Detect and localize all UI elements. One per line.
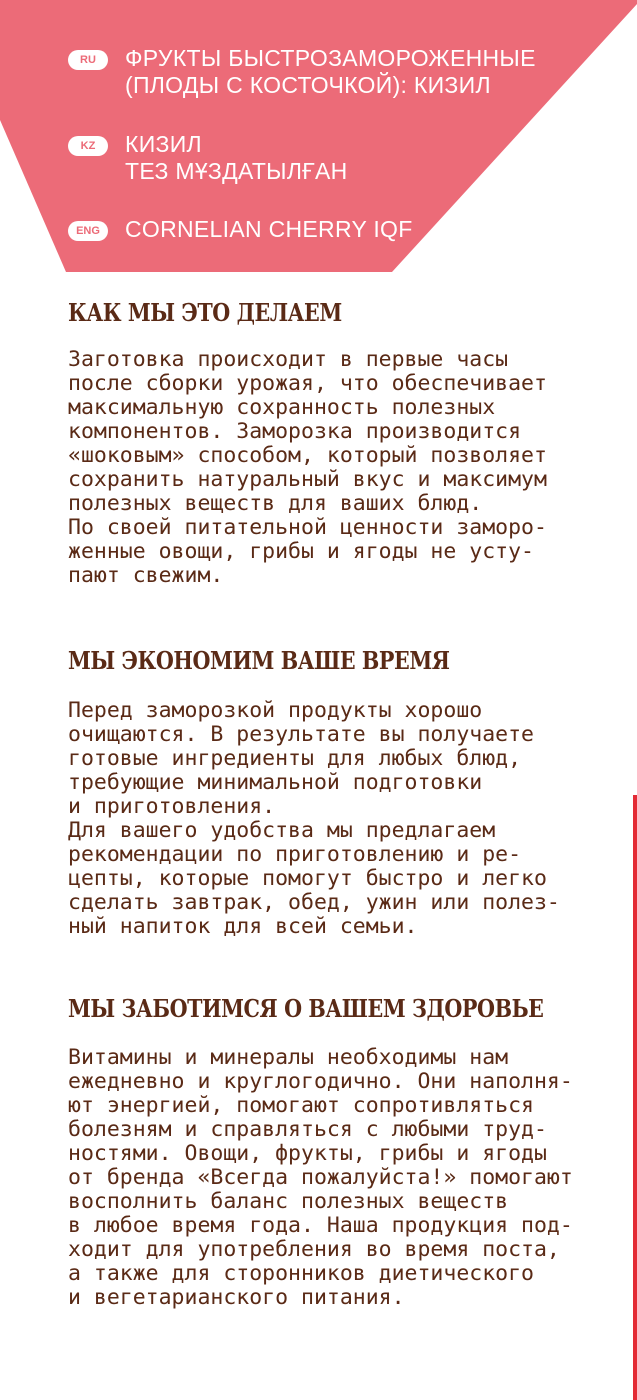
product-name-line: ФРУКТЫ БЫСТРОЗАМОРОЖЕННЫЕ (125, 45, 536, 71)
text-line: ходит для употребления во время поста, (68, 1237, 560, 1262)
text-line: Заготовка происходит в первые часы (68, 347, 509, 372)
text-line: ют энергией, помогают сопротивляться (68, 1093, 534, 1118)
text-line: цепты, которые помогут быстро и легко (68, 866, 547, 891)
text-line: «шоковым» способом, который позволяет (68, 443, 547, 468)
section-heading: МЫ ЗАБОТИМСЯ О ВАШЕМ ЗДОРОВЬЕ (68, 994, 544, 1023)
right-edge-stripe (633, 795, 637, 1400)
text-line: очищаются. В результате вы получаете (68, 722, 534, 747)
product-name-ru-text (125, 45, 536, 99)
text-line: полезных веществ для ваших блюд. (68, 491, 483, 516)
text-line: а также для сторонников диетического (68, 1261, 534, 1286)
section-how-we-do-it (68, 298, 608, 588)
text-line: рекомендации по приготовлению и ре- (68, 842, 522, 867)
section-heading: МЫ ЭКОНОМИМ ВАШЕ ВРЕМЯ (68, 646, 450, 675)
text-line: болезням и справляться с любыми труд- (68, 1117, 547, 1142)
text-line: Витамины и минералы необходимы нам (68, 1045, 509, 1070)
product-name-kz-text (125, 131, 348, 185)
product-name-line: ТЕЗ МҰЗДАТЫЛҒАН (125, 158, 348, 184)
section-body (68, 1046, 573, 1310)
text-line: готовые ингредиенты для любых блюд, (68, 746, 522, 771)
text-line: ностями. Овощи, фрукты, грибы и ягоды (68, 1141, 547, 1166)
lang-badge-ru: RU (68, 50, 108, 70)
product-name-eng-text (125, 216, 413, 243)
product-name-kz (68, 131, 348, 185)
lang-badge-eng: ENG (68, 221, 108, 241)
text-line: ежедневно и круглогодично. Они наполня- (68, 1069, 573, 1094)
text-line: от бренда «Всегда пожалуйста!» помогают (68, 1165, 573, 1190)
lang-badge-kz: KZ (68, 136, 108, 156)
text-line: Для вашего удобства мы предлагаем (68, 818, 496, 843)
text-line: в любое время года. Наша продукция под- (68, 1213, 573, 1238)
section-body (68, 348, 547, 588)
section-save-time (68, 646, 608, 939)
text-line: восполнить баланс полезных веществ (68, 1189, 509, 1214)
section-health (68, 994, 608, 1310)
product-name-eng (68, 216, 413, 243)
text-line: сделать завтрак, обед, ужин или полез- (68, 890, 560, 915)
section-body (68, 699, 560, 939)
product-name-ru (68, 45, 536, 99)
text-line: требующие минимальной подготовки (68, 770, 483, 795)
product-name-line: КИЗИЛ (125, 131, 202, 157)
text-line: ный напиток для всей семьи. (68, 914, 418, 939)
product-name-line: CORNELIAN CHERRY IQF (125, 216, 413, 242)
text-line: сохранить натуральный вкус и максимум (68, 467, 547, 492)
section-heading: КАК МЫ ЭТО ДЕЛАЕМ (68, 298, 342, 327)
text-line: и вегетарианского питания. (68, 1285, 405, 1310)
text-line: максимальную сохранность полезных (68, 395, 496, 420)
text-line: По своей питательной ценности заморо- (68, 515, 547, 540)
text-line: после сборки урожая, что обеспечивает (68, 371, 547, 396)
text-line: компонентов. Заморозка производится (68, 419, 522, 444)
text-line: Перед заморозкой продукты хорошо (68, 698, 483, 723)
product-name-line: (ПЛОДЫ С КОСТОЧКОЙ): КИЗИЛ (125, 72, 491, 98)
text-line: женные овощи, грибы и ягоды не усту- (68, 539, 534, 564)
text-line: пают свежим. (68, 563, 224, 588)
text-line: и приготовления. (68, 794, 276, 819)
